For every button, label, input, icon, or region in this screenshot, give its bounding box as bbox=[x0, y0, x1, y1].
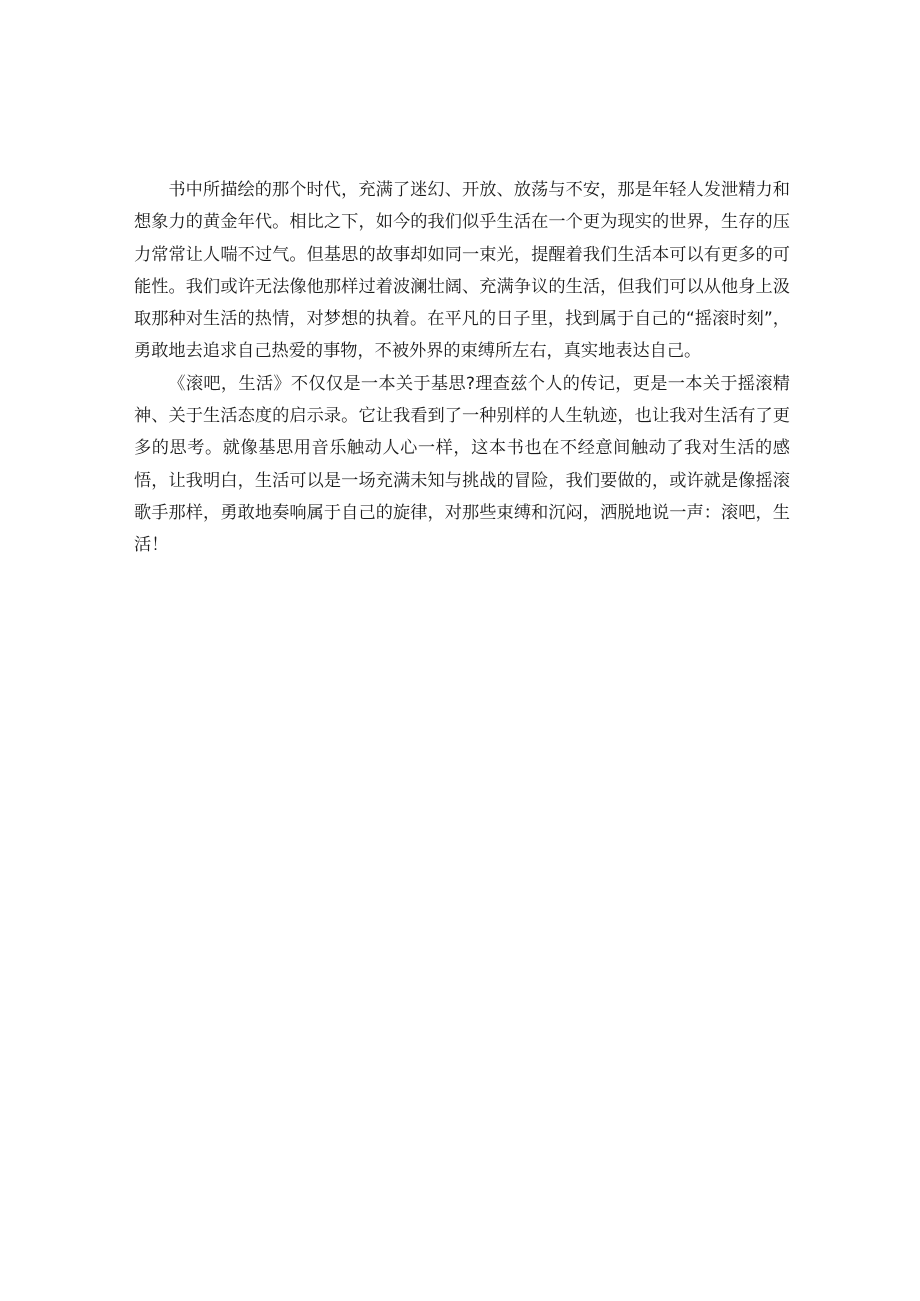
paragraph-2: 《滚吧，生活》不仅仅是一本关于基思?理查兹个人的传记，更是一本关于摇滚精神、关于生活态度的启示录。它让我看到了一种别样的人生轨迹，也让我对生活有了更多的思考。就像基思用音乐触动人心一样，这本书也在不经意间触动了我对生活的感悟，让我明白，生活可以是一场充满未知与挑战的冒险，我们要做的，或许就是像摇滚歌手那样，勇敢地奏响属于自己的旋律，对那些束缚和沉闷，洒脱地说一声：滚吧，生活！ bbox=[134, 373, 790, 556]
document-body bbox=[134, 174, 790, 562]
paragraph-1: 书中所描绘的那个时代，充满了迷幻、开放、放荡与不安，那是年轻人发泄精力和想象力的黄金年代。相比之下，如今的我们似乎生活在一个更为现实的世界，生存的压力常常让人喘不过气。但基思的故事却如同一束光，提醒着我们生活本可以有更多的可能性。我们或许无法像他那样过着波澜壮阔、充满争议的生活，但我们可以从他身上汲取那种对生活的热情，对梦想的执着。在平凡的日子里，找到属于自己的“摇滚时刻”，勇敢地去追求自己热爱的事物，不被外界的束缚所左右，真实地表达自己。 bbox=[134, 180, 790, 362]
